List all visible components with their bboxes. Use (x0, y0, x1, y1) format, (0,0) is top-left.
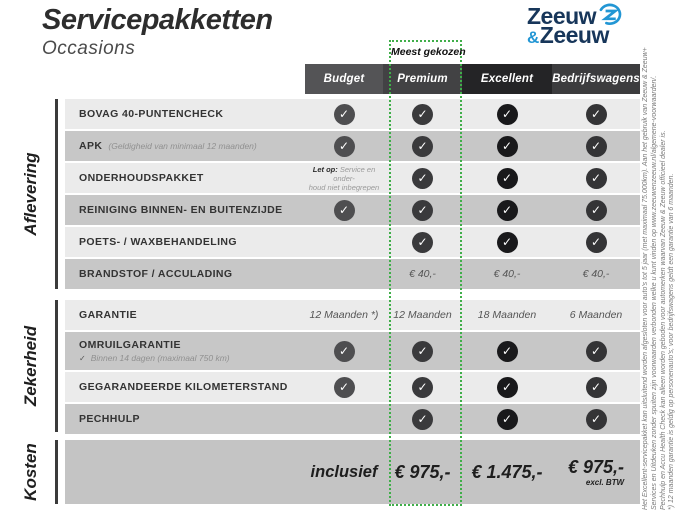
feature-name: APK (79, 140, 103, 152)
kosten-value (305, 440, 383, 504)
feature-label-line (79, 268, 305, 280)
logo-line-2 (527, 24, 622, 47)
check-icon: ✓ (334, 104, 355, 125)
value-cell (383, 372, 462, 402)
feature-cell (65, 99, 305, 129)
feature-cell (65, 195, 305, 225)
feature-label-line (79, 413, 305, 425)
value-cell (305, 332, 383, 370)
value-cell (552, 195, 640, 225)
value-cell (552, 372, 640, 402)
value-cell (383, 332, 462, 370)
column-header-premium: Premium (383, 64, 462, 94)
section-label-zekerheid: Zekerheid (20, 325, 40, 407)
value-cell (305, 372, 383, 402)
kosten-price-note: excl. BTW (585, 478, 625, 487)
check-icon: ✓ (412, 341, 433, 362)
check-icon: ✓ (586, 409, 607, 430)
value-cell: 12 Maanden (393, 309, 452, 321)
value-cell (552, 332, 640, 370)
footnote-line: Services en Uitdeuken zonder spuiten zijn voorwaarden verbonden welke u kunt vinden op www.zeeuwenzeeuw.nl/algemene-voorwaarden/. (650, 75, 658, 510)
section-divider-line (55, 440, 58, 504)
footnote-line: Pechhulp en Accu Health Check kan alleen worden geboden voor automerken waarvan Zeeuw & Zeeuw officieel dealer is. (659, 130, 667, 510)
value-cell (305, 163, 383, 193)
column-header-budget: Budget (305, 64, 383, 94)
check-icon: ✓ (497, 232, 518, 253)
value-cell (383, 195, 462, 225)
cell-note-bold: Let op: (312, 164, 340, 174)
value-cell (305, 227, 383, 257)
check-icon: ✓ (586, 341, 607, 362)
table-row (65, 195, 640, 225)
feature-cell (65, 131, 305, 161)
zeeuw-logo (527, 5, 622, 47)
section-rail-aflevering (14, 99, 58, 289)
kosten-value (462, 440, 552, 504)
cell-note (305, 165, 383, 192)
check-icon: ✓ (586, 377, 607, 398)
check-icon: ✓ (497, 377, 518, 398)
check-icon: ✓ (412, 409, 433, 430)
value-cell (305, 131, 383, 161)
value-cell (462, 332, 552, 370)
check-icon: ✓ (412, 200, 433, 221)
most-chosen-badge: Meest gekozen (391, 46, 466, 58)
page-title: Servicepakketten (42, 4, 273, 36)
value-cell (462, 195, 552, 225)
kosten-value (383, 440, 462, 504)
section-divider-line (55, 99, 58, 289)
check-icon: ✓ (497, 168, 518, 189)
value-cell (383, 99, 462, 129)
check-icon: ✓ (586, 104, 607, 125)
check-icon: ✓ (334, 136, 355, 157)
kosten-band (65, 440, 640, 504)
feature-cell (65, 372, 305, 402)
feature-name: POETS- / WAXBEHANDELING (79, 236, 237, 248)
value-cell: € 40,- (493, 268, 521, 280)
table-row (65, 99, 640, 129)
value-cell (383, 404, 462, 434)
value-cell: 18 Maanden (477, 309, 537, 321)
feature-name: PECHHULP (79, 413, 140, 425)
check-icon: ✓ (497, 200, 518, 221)
check-icon: ✓ (334, 377, 355, 398)
check-icon: ✓ (497, 104, 518, 125)
kosten-price: € 1.475,- (471, 461, 543, 482)
section-rail-kosten (14, 440, 58, 504)
value-cell (552, 163, 640, 193)
check-icon: ✓ (412, 136, 433, 157)
value-cell (552, 131, 640, 161)
column-header-excellent: Excellent (462, 64, 552, 94)
feature-name: BOVAG 40-PUNTENCHECK (79, 108, 224, 120)
feature-name: OMRUILGARANTIE (79, 339, 181, 351)
cell-note-line: houd niet inbegrepen (308, 182, 380, 192)
table-row (65, 227, 640, 257)
value-cell (383, 131, 462, 161)
value-cell (462, 227, 552, 257)
feature-label-line (79, 140, 305, 152)
footnote-line: *) 12 maanden garantie is geldig op personenauto's; voor bedrijfswagens geldt een garantie van 6 maanden. (668, 173, 676, 510)
feature-label-line (79, 108, 305, 120)
kosten-value (552, 440, 640, 504)
feature-subnote (79, 353, 305, 363)
cell-note-text: Service en onder- (333, 164, 376, 183)
feature-cell (65, 332, 305, 370)
value-cell: 6 Maanden (569, 309, 623, 321)
value-cell (305, 195, 383, 225)
feature-label-line (79, 309, 305, 321)
feature-name: GARANTIE (79, 309, 138, 321)
check-icon: ✓ (586, 168, 607, 189)
table-row (65, 372, 640, 402)
value-cell (305, 404, 383, 434)
section-divider-line (55, 300, 58, 432)
kosten-price: € 975,- (394, 461, 451, 482)
feature-label-line (79, 172, 305, 184)
side-footnote (642, 0, 682, 514)
feature-label-line (79, 339, 305, 351)
check-icon: ✓ (412, 168, 433, 189)
table-row (65, 131, 640, 161)
check-icon: ✓ (412, 104, 433, 125)
section-label-aflevering: Aflevering (20, 152, 40, 236)
value-cell (462, 372, 552, 402)
check-icon: ✓ (334, 341, 355, 362)
cell-note-line (305, 165, 383, 183)
check-icon: ✓ (412, 232, 433, 253)
feature-label-line (79, 381, 305, 393)
table-row (65, 404, 640, 434)
column-header-row (305, 64, 640, 94)
feature-name: GEGARANDEERDE KILOMETERSTAND (79, 381, 288, 393)
logo-word-2: Zeeuw (539, 22, 609, 48)
table-row (65, 332, 640, 370)
feature-label-line (79, 236, 305, 248)
table-row (65, 163, 640, 193)
value-cell (383, 227, 462, 257)
section-label-kosten: Kosten (20, 443, 40, 501)
value-cell (305, 259, 383, 289)
check-icon: ✓ (586, 232, 607, 253)
kosten-price: € 975,- (567, 457, 625, 477)
feature-cell (65, 404, 305, 434)
table-row (65, 300, 640, 330)
feature-cell (65, 227, 305, 257)
value-cell (383, 163, 462, 193)
column-header-bedrijfswagens: Bedrijfswagens (552, 64, 640, 94)
footnote-line: Het Excellent-servicepakket kan uitsluitend worden afgesloten voor auto's tot 5 jaar (met maximaal 75.000km). Aan het gebruik van Zeeuw & Zeeuw+ (642, 47, 649, 510)
feature-subnote-text: Binnen 14 dagen (maximaal 750 km) (90, 353, 230, 363)
feature-cell (65, 163, 305, 193)
kosten-price: inclusief (310, 462, 378, 481)
title-block (42, 4, 273, 60)
check-icon: ✓ (412, 377, 433, 398)
section-rows-1 (65, 300, 640, 436)
value-cell (462, 163, 552, 193)
value-cell (305, 99, 383, 129)
logo-word-1: Zeeuw (527, 3, 597, 29)
value-cell (462, 404, 552, 434)
feature-label-line (79, 204, 305, 216)
side-footnote-text (642, 4, 682, 510)
section-rail-zekerheid (14, 300, 58, 432)
check-icon: ✓ (586, 200, 607, 221)
feature-cell (65, 259, 305, 289)
value-cell: € 40,- (409, 268, 436, 280)
feature-name: REINIGING BINNEN- EN BUITENZIJDE (79, 204, 283, 216)
check-icon: ✓ (497, 136, 518, 157)
feature-name: BRANDSTOF / ACCULADING (79, 268, 233, 280)
check-icon: ✓ (497, 409, 518, 430)
check-icon: ✓ (497, 341, 518, 362)
value-cell (462, 99, 552, 129)
value-cell: 12 Maanden *) (309, 309, 379, 321)
feature-inline-note: (Geldigheid van minimaal 12 maanden) (108, 141, 257, 151)
page-subtitle: Occasions (42, 38, 136, 59)
value-cell: € 40,- (582, 268, 610, 280)
value-cell (552, 404, 640, 434)
kosten-values (305, 440, 640, 504)
value-cell (462, 131, 552, 161)
feature-cell (65, 300, 305, 330)
value-cell (552, 99, 640, 129)
check-icon: ✓ (586, 136, 607, 157)
value-cell (552, 227, 640, 257)
feature-name: ONDERHOUDSPAKKET (79, 172, 204, 184)
section-rows-0 (65, 99, 640, 291)
check-small-icon: ✓ (79, 353, 86, 363)
logo-ampersand: & (527, 28, 539, 47)
check-icon: ✓ (334, 200, 355, 221)
table-row (65, 259, 640, 289)
